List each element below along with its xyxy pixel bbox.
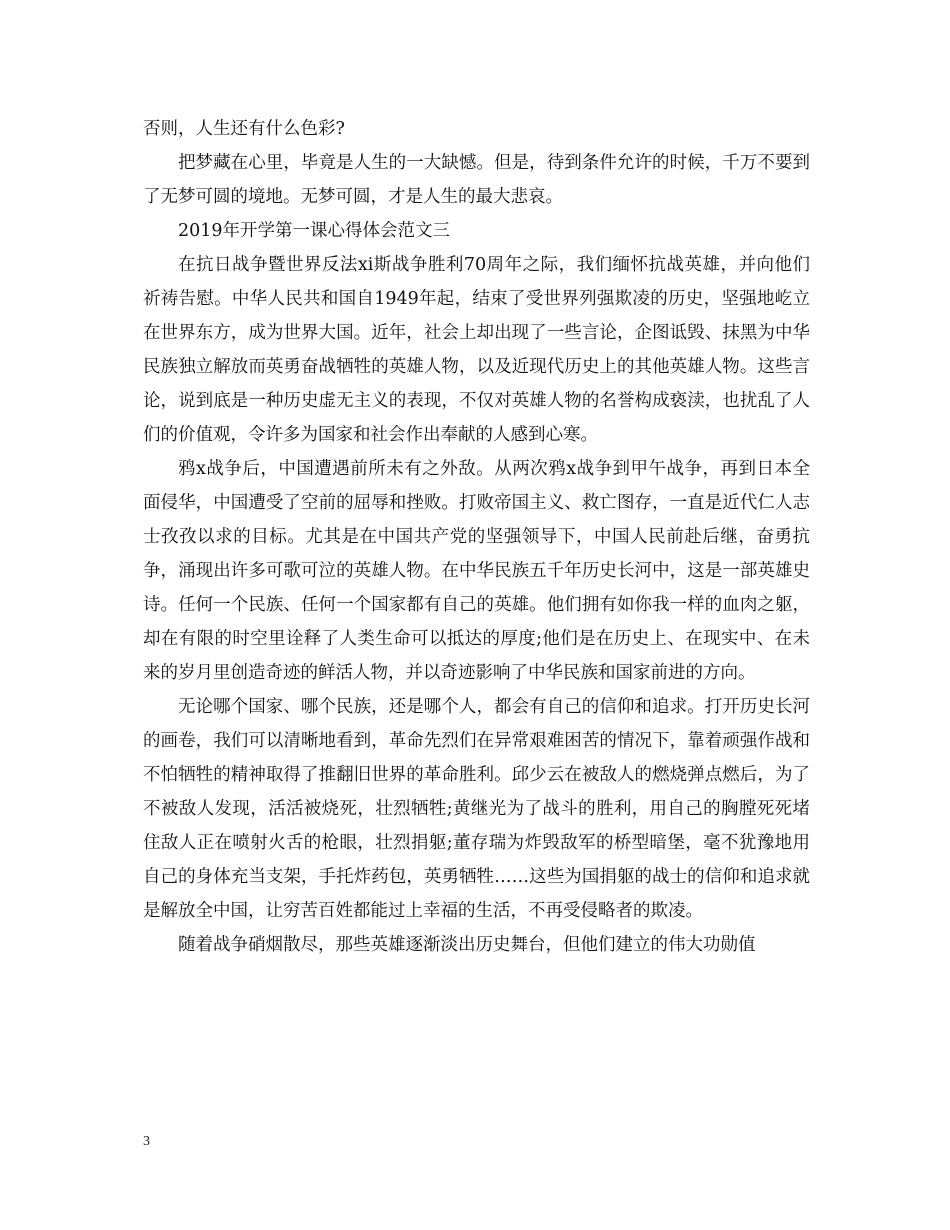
section-heading: 2019年开学第一课心得体会范文三: [178, 221, 451, 241]
body-text: [143, 112, 810, 962]
paragraph: 鸦x战争后，中国遭遇前所未有之外敌。从两次鸦x战争到甲午战争，再到日本全面侵华，中国遭受了空前的屈辱和挫败。打败帝国主义、救亡图存，一直是近代仁人志士孜孜以求的目标。尤其是在中国共产党的坚强领导下，中国人民前赴后继，奋勇抗争，涌现出许多可歌可泣的英雄人物。在中华民族五千年历史长河中，这是一部英雄史诗。任何一个民族、任何一个国家都有自己的英雄。他们拥有如你我一样的血肉之躯，却在有限的时空里诠释了人类生命可以抵达的厚度;他们是在历史上、在现实中、在未来的岁月里创造奇迹的鲜活人物，并以奇迹影响了中华民族和国家前进的方向。: [143, 459, 810, 683]
paragraph: 随着战争硝烟散尽，那些英雄逐渐淡出历史舞台，但他们建立的伟大功勋值: [178, 935, 756, 955]
paragraph: 在抗日战争暨世界反法xi斯战争胜利70周年之际，我们缅怀抗战英雄，并向他们祈祷告慰。中华人民共和国自1949年起，结束了受世界列强欺凌的历史，坚强地屹立在世界东方，成为世界大国。近年，社会上却出现了一些言论，企图诋毁、抹黑为中华民族独立解放而英勇奋战牺牲的英雄人物，以及近现代历史上的其他英雄人物。这些言论，说到底是一种历史虚无主义的表现，不仅对英雄人物的名誉构成亵渎，也扰乱了人们的价值观，令许多为国家和社会作出奉献的人感到心寒。: [143, 255, 810, 445]
page-number: 3: [143, 1134, 150, 1149]
paragraph: 无论哪个国家、哪个民族，还是哪个人，都会有自己的信仰和追求。打开历史长河的画卷，我们可以清晰地看到，革命先烈们在异常艰难困苦的情况下，靠着顽强作战和不怕牺牲的精神取得了推翻旧世界的革命胜利。邱少云在被敌人的燃烧弹点燃后，为了不被敌人发现，活活被烧死，壮烈牺牲;黄继光为了战斗的胜利，用自己的胸膛死死堵住敌人正在喷射火舌的枪眼，壮烈捐躯;董存瑞为炸毁敌军的桥型暗堡，毫不犹豫地用自己的身体充当支架，手托炸药包，英勇牺牲……这些为国捐躯的战士的信仰和追求就是解放全中国，让穷苦百姓都能过上幸福的生活，不再受侵略者的欺凌。: [143, 697, 810, 921]
paragraph: 把梦藏在心里，毕竟是人生的一大缺憾。但是，待到条件允许的时候，千万不要到了无梦可圆的境地。无梦可圆，才是人生的最大悲哀。: [143, 153, 810, 207]
paragraph-continuation: 否则，人生还有什么色彩?: [143, 119, 345, 139]
